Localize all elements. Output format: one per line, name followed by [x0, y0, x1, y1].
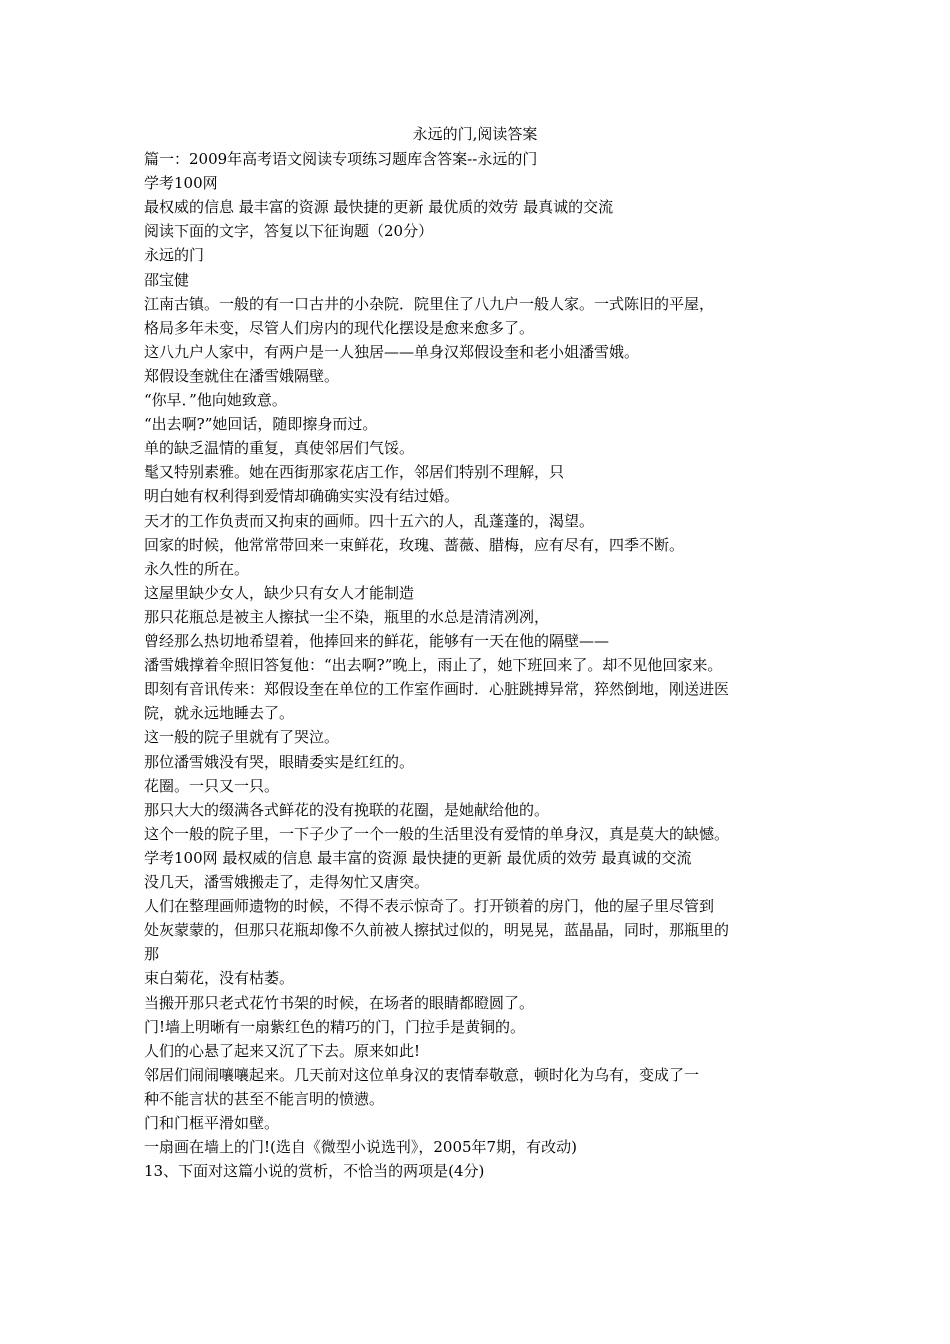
text-line: 花圈。一只又一只。: [144, 776, 280, 795]
text-line: 潘雪娥撑着伞照旧答复他：“出去啊?”晚上，雨止了，她下班回来了。却不见他回家来。: [144, 656, 723, 675]
text-line: 学考100网 最权威的信息 最丰富的资源 最快捷的更新 最优质的效劳 最真诚的交流: [144, 848, 692, 867]
text-line: 那只大大的缀满各式鲜花的没有挽联的花圈，是她献给他的。: [144, 800, 550, 819]
text-line: 门和门框平滑如壁。: [144, 1114, 280, 1132]
text-line: 人们的心悬了起来又沉了下去。原来如此!: [144, 1041, 421, 1060]
text-line: 阅读下面的文字，答复以下征询题（20分）: [144, 222, 434, 241]
text-line: 种不能言状的甚至不能言明的愤懑。: [144, 1089, 385, 1108]
text-line: 没几天，潘雪娥搬走了，走得匆忙又唐突。: [144, 873, 430, 891]
text-line: 郑假设奎就住在潘雪娥隔壁。: [144, 366, 340, 385]
text-line: 当搬开那只老式花竹书架的时候，在场者的眼睛都瞪圆了。: [144, 993, 535, 1012]
text-line: 13、下面对这篇小说的赏析，不恰当的两项是(4分): [144, 1162, 485, 1181]
document-title: 永远的门,阅读答案: [412, 125, 538, 143]
text-line: 即刻有音讯传来：郑假设奎在单位的工作室作画时．心脏跳搏异常，猝然倒地，刚送进医: [144, 680, 730, 699]
text-line: 处灰蒙蒙的，但那只花瓶却像不久前被人擦拭过似的，明晃晃，蓝晶晶，同时，那瓶里的: [144, 921, 730, 940]
text-line: 那: [144, 945, 160, 964]
text-line: 天才的工作负责而又拘束的画师。四十五六的人，乱蓬蓬的，渴望。: [144, 511, 595, 530]
text-line: 这个一般的院子里，一下子少了一个一般的生活里没有爱情的单身汉，真是莫大的缺憾。: [144, 824, 730, 843]
text-line: 那位潘雪娥没有哭，眼睛委实是红红的。: [144, 752, 415, 771]
text-line: 最权威的信息 最丰富的资源 最快捷的更新 最优质的效劳 最真诚的交流: [144, 198, 614, 217]
text-line: 曾经那么热切地希望着，他捧回来的鲜花，能够有一天在他的隔壁——: [144, 632, 610, 650]
text-line: 这屋里缺少女人，缺少只有女人才能制造: [144, 583, 415, 602]
text-line: 髦又特别素雅。她在西街那家花店工作，邻居们特别不理解，只: [144, 463, 565, 482]
text-line: 回家的时候，他常常带回来一束鲜花，玫瑰、蔷薇、腊梅，应有尽有，四季不断。: [144, 535, 685, 554]
text-line: 邻居们闹闹嚷嚷起来。几天前对这位单身汉的衷情奉敬意，顿时化为乌有，变成了一: [144, 1065, 700, 1084]
text-line: 这一般的院子里就有了哭泣。: [144, 728, 340, 747]
text-line: 那只花瓶总是被主人擦拭一尘不染，瓶里的水总是清清冽冽，: [144, 607, 550, 626]
text-line: 江南古镇。一般的有一口古井的小杂院．院里住了八九户一般人家。一式陈旧的平屋，: [144, 294, 715, 313]
text-line: 门!墙上明晰有一扇紫红色的精巧的门，门拉手是黄铜的。: [144, 1017, 526, 1036]
text-line: 单的缺乏温情的重复，真使邻居们气馁。: [144, 439, 415, 458]
text-line: “你早．”他向她致意。: [144, 391, 287, 409]
text-line: 这八九户人家中，有两户是一人独居——单身汉郑假设奎和老小姐潘雪娥。: [144, 342, 640, 361]
text-line: 篇一：2009年高考语文阅读专项练习题库含答案--永远的门: [144, 150, 538, 168]
text-line: 束白菊花，没有枯萎。: [144, 969, 295, 988]
text-line: 人们在整理画师遗物的时候，不得不表示惊奇了。打开锁着的房门，他的屋子里尽管到: [144, 897, 715, 916]
text-line: 一扇画在墙上的门!(选自《微型小说选刊》，2005年7期，有改动): [144, 1138, 577, 1157]
text-line: 邵宝健: [144, 270, 190, 289]
text-line: 学考100网: [144, 174, 218, 193]
text-line: 明白她有权利得到爱情却确确实实没有结过婚。: [144, 487, 460, 506]
text-line: 院，就永远地睡去了。: [144, 704, 295, 723]
text-line: “出去啊?”她回话，随即擦身而过。: [144, 415, 378, 434]
text-line: 永远的门: [144, 246, 205, 265]
text-line: 永久性的所在。: [144, 559, 250, 578]
text-line: 格局多年未变，尽管人们房内的现代化摆设是愈来愈多了。: [144, 318, 535, 337]
